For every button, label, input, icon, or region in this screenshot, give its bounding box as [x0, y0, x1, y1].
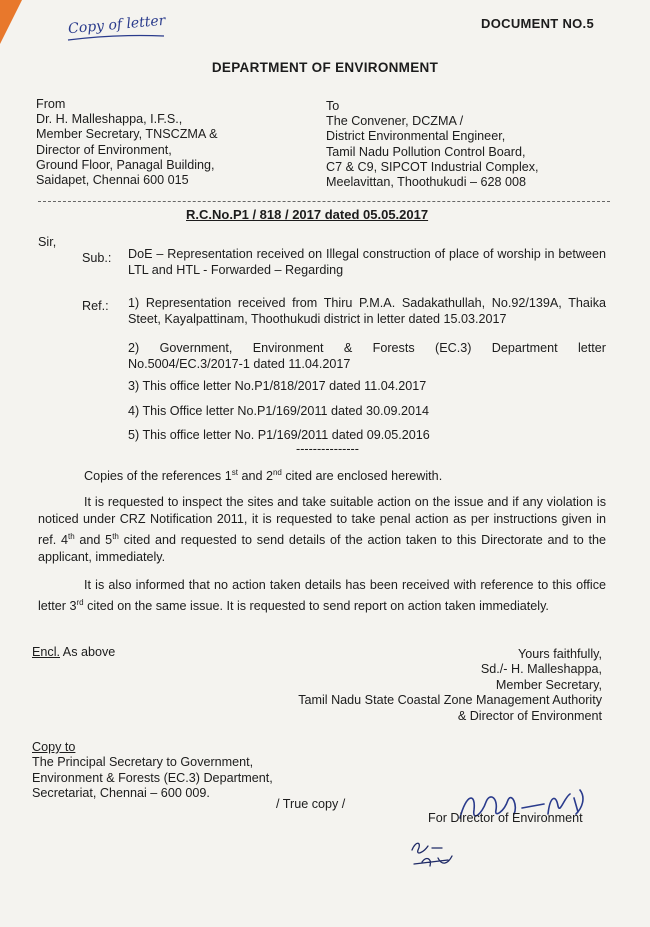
paragraph-text: It is requested to inspect the sites and take suitable action on the issue and if any violation is noticed under CRZ Notification 2011, it is requested to take penal action as per instructions given in ref. 4 — [38, 495, 606, 548]
from-label: From — [36, 97, 66, 111]
paragraph-text: and 5 — [74, 533, 113, 548]
from-block — [36, 97, 217, 188]
from-line: Member Secretary, TNSCZMA & — [36, 127, 218, 142]
to-block — [326, 99, 539, 190]
signature-block — [298, 647, 602, 724]
reference-item: 5) This office letter No. P1/169/2011 dated 09.05.2016 — [128, 428, 430, 442]
paragraph-enclosed — [84, 465, 442, 485]
paragraph-text: It is also informed that no action taken details has been received with reference to this office letter 3 — [38, 578, 606, 614]
enclosure-line — [32, 645, 115, 661]
document-number: DOCUMENT NO.5 — [481, 16, 594, 31]
handwritten-underline — [66, 34, 166, 42]
superscript: st — [231, 468, 238, 477]
to-line: Meelavittan, Thoothukudi – 628 008 — [326, 175, 527, 190]
signature-line: Sd./- H. Malleshappa, — [480, 662, 602, 677]
enclosure-label: Encl. — [32, 645, 60, 659]
enclosure-text: As above — [60, 645, 116, 659]
copy-to-label: Copy to — [32, 740, 76, 754]
to-line: Tamil Nadu Pollution Control Board, — [326, 144, 526, 159]
superscript: th — [67, 532, 75, 541]
from-line: Director of Environment, — [36, 142, 172, 157]
reference-number: R.C.No.P1 / 818 / 2017 dated 05.05.2017 — [186, 207, 429, 222]
handwritten-initials — [408, 836, 458, 872]
reference-item: 3) This office letter No.P1/818/2017 dated 11.04.2017 — [128, 379, 427, 393]
signature-line: Tamil Nadu State Coastal Zone Management Authority — [298, 693, 602, 708]
reference-item: 4) This Office letter No.P1/169/2011 dated 30.09.2014 — [128, 404, 430, 418]
from-line: Ground Floor, Panagal Building, — [36, 157, 215, 172]
paragraph-informed — [38, 577, 606, 615]
paragraph-text: cited on the same issue. It is requested to send report on action taken immediately. — [83, 599, 549, 614]
true-copy-label: / True copy / — [276, 797, 346, 811]
signature-line: & Director of Environment — [457, 708, 602, 723]
salutation: Sir, — [38, 235, 57, 249]
reference-item: 2) Government, Environment & Forests (EC.3) Department letter No.5004/EC.3/2017-1 dated 11.04.2017 — [128, 341, 606, 371]
dashed-rule — [38, 201, 610, 202]
superscript: rd — [76, 598, 84, 607]
paragraph-request — [38, 494, 606, 566]
references-label: Ref.: — [82, 299, 109, 313]
to-line: District Environmental Engineer, — [326, 129, 506, 144]
copy-to-line: The Principal Secretary to Government, — [32, 755, 254, 770]
superscript: th — [112, 532, 119, 541]
to-label: To — [326, 99, 340, 113]
subject-text: DoE – Representation received on Illegal construction of place of worship in between LTL and HTL - Forwarded – Regarding — [128, 247, 606, 277]
from-line: Dr. H. Malleshappa, I.F.S., — [36, 112, 183, 127]
reference-separator: --------------- — [296, 442, 359, 456]
copy-to-block — [32, 740, 273, 802]
paragraph-text: Copies of the references 1 — [84, 469, 232, 484]
paragraph-text: cited and requested to send details of the action taken to this Directorate and to the applicant, immediately. — [38, 533, 607, 565]
orange-corner-mark — [0, 0, 22, 44]
paragraph-text: cited are enclosed herewith. — [281, 469, 443, 484]
signature-line: Yours faithfully, — [517, 647, 602, 661]
copy-to-line: Secretariat, Chennai – 600 009. — [32, 786, 210, 801]
paragraph-text: and 2 — [237, 469, 273, 484]
to-line: The Convener, DCZMA / — [326, 114, 464, 129]
handwritten-note: Copy of letter — [67, 12, 167, 38]
copy-to-line: Environment & Forests (EC.3) Department, — [32, 770, 273, 785]
for-director-label: For Director of Environment — [428, 811, 583, 825]
to-line: C7 & C9, SIPCOT Industrial Complex, — [326, 159, 539, 174]
from-line: Saidapet, Chennai 600 015 — [36, 173, 189, 188]
subject-label: Sub.: — [82, 251, 112, 265]
superscript: nd — [272, 468, 282, 477]
signature-line: Member Secretary, — [495, 677, 602, 692]
reference-item: 1) Representation received from Thiru P.M.A. Sadakathullah, No.92/139A, Thaika Steet, Kayalpattinam, Thoothukudi district in letter dated 15.03.2017 — [128, 296, 606, 326]
department-title: DEPARTMENT OF ENVIRONMENT — [211, 60, 439, 75]
